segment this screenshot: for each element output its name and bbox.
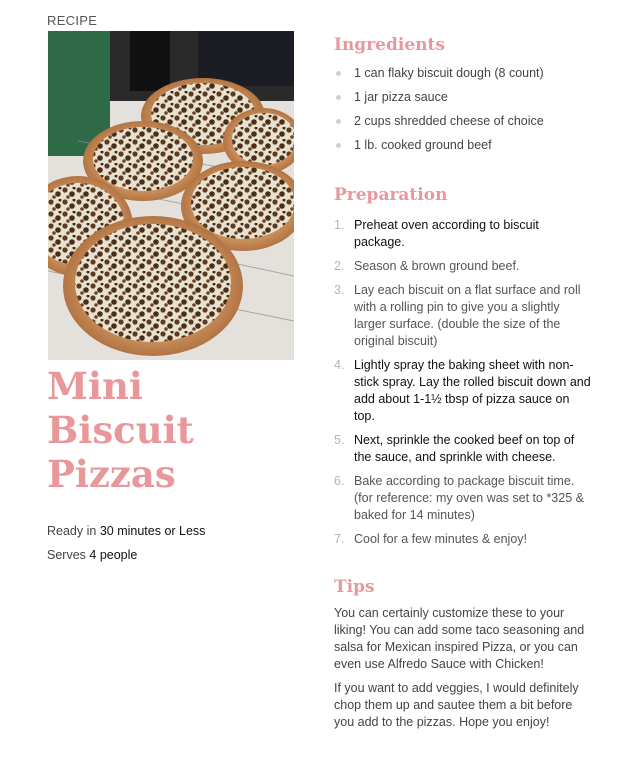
step-number: 3. xyxy=(334,283,345,297)
ingredient-item: 1 lb. cooked ground beef xyxy=(334,137,592,161)
preparation-step xyxy=(334,357,592,425)
preparation-section xyxy=(334,185,592,555)
step-text: Preheat oven according to biscuit package. xyxy=(354,218,539,249)
serves-prefix: Serves xyxy=(47,548,86,562)
ingredient-item: 2 cups shredded cheese of choice xyxy=(334,113,592,137)
ingredient-item: 1 can flaky biscuit dough (8 count) xyxy=(334,65,592,89)
step-text: Season & brown ground beef. xyxy=(354,259,520,273)
tips-paragraph: If you want to add veggies, I would definitely chop them up and sautee them a bit before you add to the pizzas. Hope you enjoy! xyxy=(334,681,579,729)
step-number: 5. xyxy=(334,433,345,447)
ingredients-section xyxy=(334,35,592,161)
recipe-title-line1: Mini Biscuit xyxy=(47,364,194,452)
step-number: 4. xyxy=(334,358,345,372)
step-text: Bake according to package biscuit time. (for reference: my oven was set to *325 & baked for 14 minutes) xyxy=(354,474,584,522)
recipe-title xyxy=(47,364,297,496)
preparation-heading: Preparation xyxy=(334,185,448,205)
preparation-step xyxy=(334,432,592,466)
recipe-photo xyxy=(48,31,294,360)
serves-value: 4 people xyxy=(89,548,138,562)
recipe-title-line2: Pizzas xyxy=(47,452,176,496)
tips-section xyxy=(334,577,592,738)
tips-paragraph: You can certainly customize these to your liking! You can add some taco seasoning and salsa for Mexican inspired Pizza, or you can even use Alfredo Sauce with Chicken! xyxy=(334,606,585,671)
step-text: Lay each biscuit on a flat surface and roll with a rolling pin to give you a slightly larger surface. (double the size of the original biscuit) xyxy=(354,283,581,348)
preparation-steps xyxy=(334,217,592,548)
ingredient-item: 1 jar pizza sauce xyxy=(334,89,592,113)
step-text: Cool for a few minutes & enjoy! xyxy=(354,532,527,546)
step-text: Next, sprinkle the cooked beef on top of the sauce, and sprinkle with cheese. xyxy=(354,433,575,464)
preparation-step xyxy=(334,282,592,350)
tips-heading: Tips xyxy=(334,577,375,597)
ready-prefix: Ready in xyxy=(47,524,97,538)
step-number: 2. xyxy=(334,259,345,273)
step-number: 6. xyxy=(334,474,345,488)
servings xyxy=(47,548,137,562)
recipe-label: RECIPE xyxy=(47,13,98,28)
preparation-step xyxy=(334,531,592,548)
preparation-step xyxy=(334,473,592,524)
ready-time xyxy=(47,524,205,538)
ready-value: 30 minutes or Less xyxy=(99,524,206,538)
ingredients-list xyxy=(334,65,592,161)
preparation-step xyxy=(334,258,592,275)
ingredients-heading: Ingredients xyxy=(334,35,445,55)
preparation-step xyxy=(334,217,592,251)
step-number: 1. xyxy=(334,218,345,232)
step-text: Lightly spray the baking sheet with non-stick spray. Lay the rolled biscuit down and add about 1-1½ tbsp of pizza sauce on top. xyxy=(354,358,591,423)
pizza-photo-illustration xyxy=(48,31,294,360)
step-number: 7. xyxy=(334,532,345,546)
